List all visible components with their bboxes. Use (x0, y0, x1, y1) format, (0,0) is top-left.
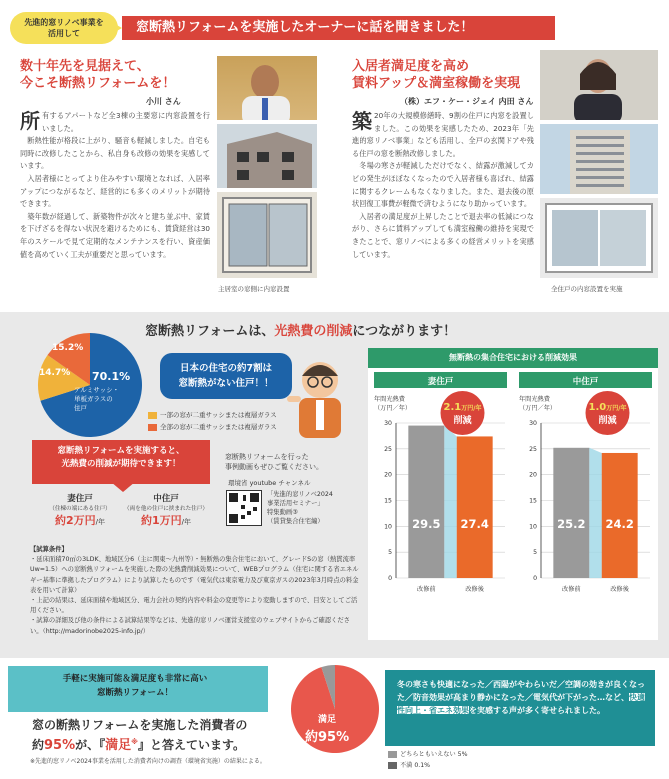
left-photo-caption: 主居室の窓側に内窓設置 (218, 285, 290, 293)
y-axis-label: 年間光熱費 (374, 396, 405, 403)
video-title: 「先進的窓リノベ2024 事業活用セミナー」 特集動画③ （賃貸集合住宅編） (267, 491, 333, 525)
housing-bubble: 日本の住宅の約7割は 窓断熱がない住戸！！ (160, 353, 292, 399)
reduction-gap (589, 448, 601, 578)
reduction-badge (586, 391, 630, 435)
video-intro: 窓断熱リフォームを行った 事例動画もぜひご覧ください。 (225, 453, 323, 471)
reduction-badge-value: 1.0万円/年 (588, 402, 627, 413)
presenter-illustration (285, 352, 355, 442)
building-photo (540, 124, 658, 194)
y-tick-label: 0 (388, 575, 392, 582)
customer-voices: 冬の寒さも快適になった／西陽がやわらいだ／空調の効きが良くなった／防音効果が高まり静かになった／電気代が下がった…など、快適性向上・省エネ効果を実感する声が多く寄せられました。 (385, 670, 655, 746)
satisfaction-line-2: 約95%が、『満足※』と答えています。 (32, 738, 246, 753)
left-story-name: 小川 さん (146, 97, 181, 106)
bar-value-label: 27.4 (460, 517, 489, 531)
x-tick-label: 改修後 (610, 586, 629, 593)
left-dropcap: 所 (20, 109, 40, 133)
calculation-conditions: 【試算条件】 ・延床面積70㎡の3LDK、地域区分6（主に関東～九州等）・無断熱の集合住宅において、グレードSの窓（熱貫流率Uw=1.5）への窓断熱リフォームを実施した際の光熱費削減効果について、WEBプログラム（住宅に関する省エネルギー基準に準拠したプログラム）により試算したものです（電気代は東京電力及び東京ガスの2023年3月時点の料金表を用いて計算） ・上記の結果は、延床面積や地域区分、電力会社の契約内容や料金の変更等により変動しますので、目安としてご活用ください。 ・試算の詳細及び他の条件による試算結果等などは、先進的窓リノベ運営支援室のウェブサイトからご確認ください。（http://madorinobe2025-info.jp/） (30, 546, 359, 635)
savings-callout: 窓断熱リフォームを実施すると、 光熱費の削減が期待できます！ (32, 440, 210, 484)
y-tick-label: 0 (533, 575, 537, 582)
bar (457, 436, 493, 578)
page-title: 窓断熱リフォームを実施したオーナーに話を聞きました！ (122, 16, 555, 40)
y-tick-label: 20 (384, 471, 392, 479)
end-unit-savings: 妻住戸 （住棟の端にある住戸） 約2万円/年 (49, 494, 111, 527)
right-story-name: （株）エフ・ケー・ジェイ 内田 さん (400, 97, 534, 106)
chart-title: 無断熱の集合住宅における削減効果 (368, 348, 658, 368)
y-tick-label: 30 (529, 420, 537, 427)
satisfaction-pie-pct: 約95% (305, 730, 350, 745)
right-story-body: 築 20年の大規模修繕時、9割の住戸に内窓を設置しました。この効果を実感したため、2023年「先進的窓リノベ事業」なども活用し、全戸の玄関ドアや残る住戸の窓を断熱改修しました。 冬場の寒さが軽減しただけでなく、結露が激減してカビの発生がほぼなくなったので入居者様も喜ばれ、結露に関するクレームもなくなりました。また、退去後の原状回復工事費が軽微で済むようになり助かっています。 入居者の満足度が上昇したことで退去率の低減につながり、さらに賃料アップしても満室稼働の維持を実現できたことで、窓リノベによる多くの経営メリットを実感しています。 (352, 109, 534, 259)
left-story-body: 所有するアパートなど全3棟の主要窓に内窓設置を行いました。 断熱性能が格段に上がり、騒音も軽減しました。自宅も同時に改修したことから、私自身も改修の効果を実感しています。 入居者様にとってより住みやすい環境となれば、入居率アップにつながるなど、経営的にも多くのメリットが期待できます。 築年数が経過して、新築物件が次々と建ち並ぶ中、家賃を下げざるを得ない状況を避けるためにも、賃貸経営は30年のスケールで見て定期的なメンテナンスを行い、資産価値を高めていく工夫が重要だと思っています。 (20, 109, 210, 259)
y-tick-label: 25 (384, 445, 392, 453)
y-tick-label: 20 (529, 471, 537, 479)
callout-arrow (111, 482, 135, 492)
reduction-badge-word: 削減 (598, 416, 617, 426)
y-tick-label: 10 (384, 523, 392, 531)
satisfaction-line-1: 窓の断熱リフォームを実施した消費者の (32, 718, 248, 732)
inner-window-photo (540, 198, 658, 278)
y-axis-label: 年間光熱費 (519, 396, 550, 403)
bar (408, 426, 444, 578)
youtube-label: 環境省 youtube チャンネル (228, 479, 311, 487)
right-dropcap: 築 (352, 109, 372, 133)
y-tick-label: 5 (533, 549, 537, 557)
pie-small-label-1: 14.7% (39, 368, 71, 378)
y-tick-label: 15 (384, 497, 392, 505)
reduction-badge-value: 2.1万円/年 (443, 402, 482, 413)
y-tick-label: 5 (388, 549, 392, 557)
badge-tail (108, 20, 122, 36)
apartment-photo (217, 124, 317, 188)
window-photo (217, 192, 317, 278)
bar-value-label: 29.5 (412, 517, 441, 531)
satisfaction-legend: どちらともいえない 5% 不満 0.1% (388, 749, 467, 769)
panel-title: 妻住戸 (427, 377, 454, 387)
pie-small-label-2: 15.2% (52, 343, 84, 353)
y-axis-label: （万円／年） (374, 405, 412, 412)
pie-legend: 一部の窓が二重サッシまたは複層ガラス 全部の窓が二重サッシまたは複層ガラス (148, 410, 277, 431)
satisfaction-pie-word: 満足 (318, 715, 337, 725)
bar-value-label: 25.2 (557, 517, 586, 531)
bar (602, 453, 638, 578)
y-tick-label: 30 (384, 420, 392, 427)
x-tick-label: 改修後 (465, 586, 484, 593)
owner-photo (217, 56, 317, 120)
panel-title: 中住戸 (572, 377, 599, 387)
middle-unit-savings: 中住戸 （両を他の住戸に挟まれた住戸） 約1万円/年 (124, 494, 208, 527)
left-story-heading: 数十年先を見据えて、 今こそ断熱リフォームを！ (20, 59, 176, 91)
x-tick-label: 改修前 (417, 586, 436, 593)
y-tick-label: 15 (529, 497, 537, 505)
bottom-banner-text: 手軽に実施可能＆満足度も非常に高い 窓断熱リフォーム！ (62, 674, 208, 698)
qr-code[interactable] (226, 490, 262, 526)
bar-value-label: 24.2 (605, 517, 634, 531)
pie-big-label: 70.1% (92, 370, 131, 383)
reduction-badge (441, 391, 485, 435)
pie-sub-label: アルミサッシ・ 単板ガラスの 住戸 (74, 386, 120, 412)
manager-photo (540, 50, 658, 120)
y-axis-label: （万円／年） (519, 405, 557, 412)
savings-bar-chart (368, 368, 658, 640)
y-tick-label: 10 (529, 523, 537, 531)
right-photo-caption: 全住戸の内窓設置を実施 (551, 285, 623, 293)
right-story-heading: 入居者満足度を高め 賃料アップ＆満室稼働を実現 (352, 59, 521, 91)
reduction-badge-word: 削減 (453, 416, 472, 426)
reduction-gap (444, 426, 456, 578)
x-tick-label: 改修前 (562, 586, 581, 593)
savings-title: 窓断熱リフォームは、光熱費の削減につながります！ (145, 324, 457, 339)
housing-pie-chart (28, 330, 152, 440)
satisfaction-footnote: ※先進的窓リノベ2024事業を活用した消費者向けの調査（環境省実施）の結果による。 (30, 758, 266, 765)
program-badge: 先進的窓リノベ事業を 活用して (10, 12, 118, 44)
y-tick-label: 25 (529, 445, 537, 453)
bar (553, 448, 589, 578)
